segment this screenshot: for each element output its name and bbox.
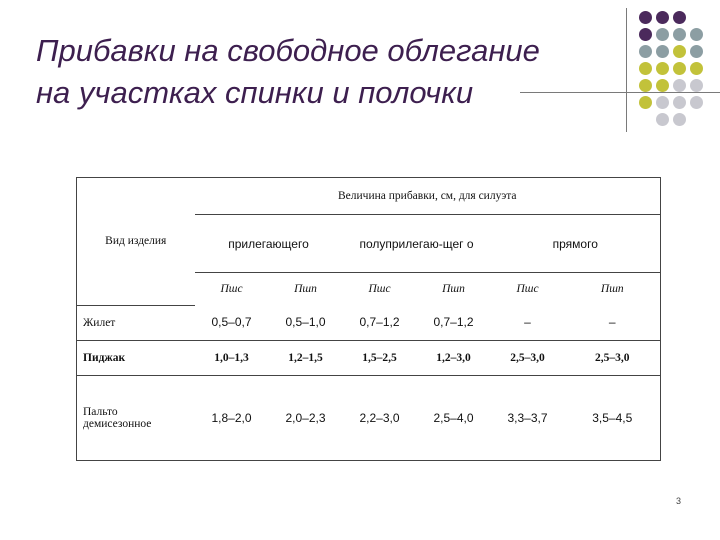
slide-title-line-2: на участках спинки и полочки (36, 75, 474, 110)
subheader-cell: Пшс (220, 283, 243, 295)
decor-dot (639, 28, 652, 41)
decor-dot (639, 96, 652, 109)
row-label: Жилет (77, 305, 195, 340)
table-cell: 1,2–3,0 (417, 340, 491, 375)
table-cell: 0,7–1,2 (417, 305, 491, 340)
decor-dot (673, 96, 686, 109)
table-cell: – (565, 305, 661, 340)
table-cell: 0,5–1,0 (269, 305, 343, 340)
row-label: Пиджак (77, 340, 195, 375)
table-cell: 1,2–1,5 (269, 340, 343, 375)
decor-dot (673, 113, 686, 126)
table-cell: 2,5–3,0 (565, 340, 661, 375)
header-silhouette-fitted: прилегающего (195, 215, 343, 273)
decor-dot (690, 96, 703, 109)
subheader-cell: Пшп (294, 283, 317, 295)
decor-dot (690, 79, 703, 92)
decor-dot (673, 45, 686, 58)
decor-dot (656, 79, 669, 92)
allowance-table (76, 177, 661, 461)
decor-dot (673, 11, 686, 24)
table-row (77, 305, 661, 340)
decor-dot (690, 45, 703, 58)
header-silhouette-straight: прямого (491, 215, 661, 273)
decor-dot (690, 28, 703, 41)
table-cell: – (491, 305, 565, 340)
header-silhouette-semifitted: полуприлегаю-щег о (343, 215, 491, 273)
row-label: Пальто демисезонное (77, 375, 195, 460)
table-cell: 2,5–3,0 (491, 340, 565, 375)
decor-dot (656, 62, 669, 75)
header-allowance-group: Величина прибавки, см, для силуэта (195, 178, 661, 215)
table-cell: 0,7–1,2 (343, 305, 417, 340)
subheader-cell: Пшс (368, 283, 391, 295)
table-cell: 1,0–1,3 (195, 340, 269, 375)
decor-dot (656, 11, 669, 24)
decor-dot (656, 45, 669, 58)
decor-dot (656, 96, 669, 109)
decor-vertical-line (626, 8, 627, 132)
decor-dot (673, 62, 686, 75)
decor-dot (639, 79, 652, 92)
decor-dot (656, 28, 669, 41)
table-cell: 0,5–0,7 (195, 305, 269, 340)
table-cell: 3,5–4,5 (565, 375, 661, 460)
subheader-cell: Пшс (516, 283, 539, 295)
subheader-cell: Пшп (442, 283, 465, 295)
table-cell: 2,5–4,0 (417, 375, 491, 460)
table-cell: 2,0–2,3 (269, 375, 343, 460)
decor-dot (690, 62, 703, 75)
header-item-type: Вид изделия (77, 178, 195, 306)
decor-dot (673, 79, 686, 92)
decor-dot (639, 11, 652, 24)
page-number: 3 (676, 496, 682, 506)
table-row (77, 340, 661, 375)
decor-dot (673, 28, 686, 41)
table-cell: 2,2–3,0 (343, 375, 417, 460)
decor-dot (639, 62, 652, 75)
table-cell: 1,5–2,5 (343, 340, 417, 375)
decor-horizontal-line (520, 92, 720, 93)
slide-title (36, 30, 616, 114)
table-cell: 3,3–3,7 (491, 375, 565, 460)
decor-dot (639, 45, 652, 58)
table-cell: 1,8–2,0 (195, 375, 269, 460)
subheader-cell: Пшп (565, 273, 661, 306)
slide-title-line-1: Прибавки на свободное облегание (36, 33, 540, 68)
table-row (77, 375, 661, 460)
decor-dot (656, 113, 669, 126)
